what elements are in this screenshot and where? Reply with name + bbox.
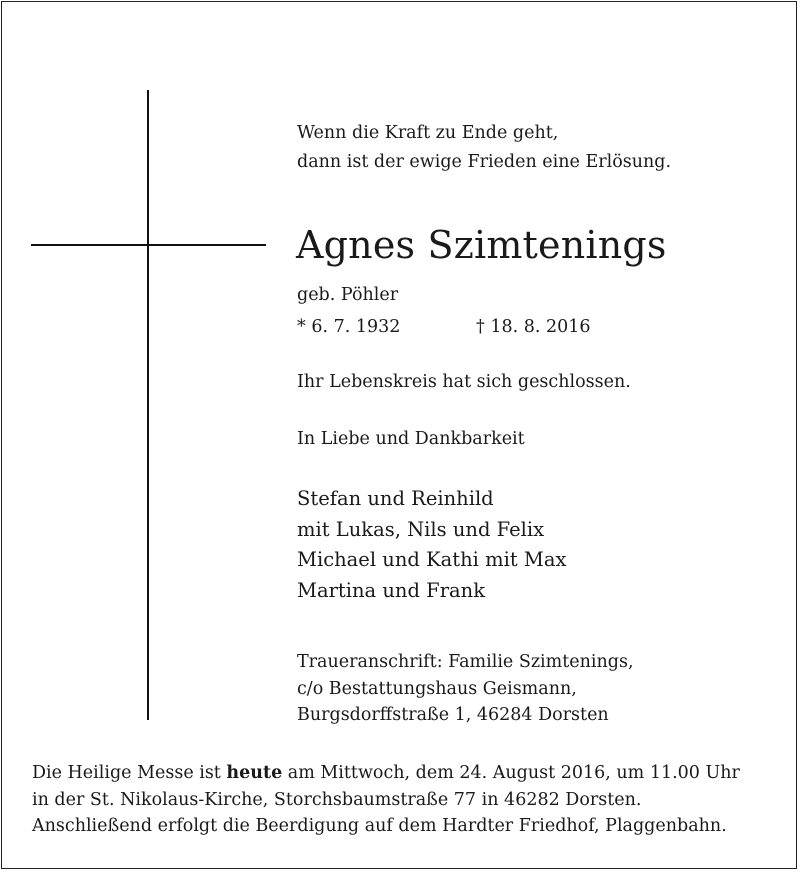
- address-line-3: Burgsdorffstraße 1, 46284 Dorsten: [297, 705, 609, 725]
- family-member: Michael und Kathi mit Max: [297, 548, 567, 571]
- cross-vertical-bar: [147, 90, 149, 720]
- motto-line-1: Wenn die Kraft zu Ende geht,: [297, 123, 559, 143]
- family-list: [297, 484, 566, 606]
- mass-notice: [32, 760, 772, 840]
- address-line-2: c/o Bestattungshaus Geismann,: [297, 678, 577, 699]
- birth-date: * 6. 7. 1932: [297, 317, 401, 337]
- notice-line-1-start: Die Heilige Messe ist: [32, 763, 227, 783]
- notice-line-1-end: am Mittwoch, dem 24. August 2016, um 11.00 Uhr: [282, 763, 740, 783]
- life-circle-text: Ihr Lebenskreis hat sich geschlossen.: [297, 372, 631, 392]
- mourning-address: [297, 649, 634, 729]
- birth-name: geb. Pöhler: [297, 285, 399, 305]
- family-member: mit Lukas, Nils und Felix: [297, 517, 545, 541]
- notice-line-2: in der St. Nikolaus-Kirche, Storchsbaumstraße 77 in 46282 Dorsten.: [32, 789, 642, 810]
- love-gratitude-text: In Liebe und Dankbarkeit: [297, 429, 525, 449]
- death-date: † 18. 8. 2016: [476, 317, 591, 337]
- family-member: Stefan und Reinhild: [297, 487, 494, 510]
- family-member: Martina und Frank: [297, 578, 486, 602]
- deceased-name: Agnes Szimtenings: [296, 223, 667, 267]
- notice-line-3: Anschließend erfolgt die Beerdigung auf dem Hardter Friedhof, Plaggenbahn.: [32, 816, 727, 836]
- notice-today-emphasis: heute: [226, 763, 283, 783]
- motto-quote: [297, 119, 671, 177]
- motto-line-2: dann ist der ewige Frieden eine Erlösung.: [297, 152, 672, 172]
- notice-line-1: [32, 760, 772, 787]
- address-line-1: Traueranschrift: Familie Szimtenings,: [297, 652, 634, 672]
- cross-horizontal-bar: [31, 244, 266, 246]
